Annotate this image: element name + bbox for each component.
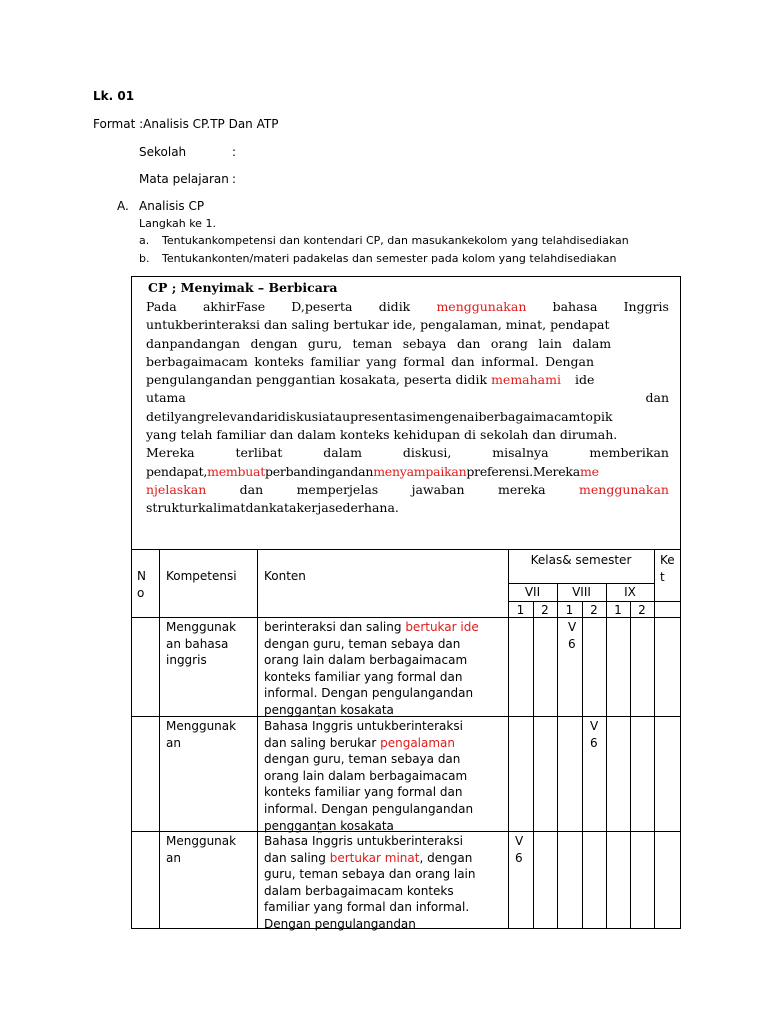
table-rule: [630, 601, 631, 929]
sekolah-label: Sekolah: [139, 145, 187, 159]
table-rule: [557, 583, 558, 929]
header-ket: Ke t: [660, 553, 675, 584]
format-title: Format :Analisis CP.TP Dan ATP: [93, 117, 279, 131]
cp-line: pendapat,membuatperbandingandanmenyampaikanpreferensi.Merekame: [146, 463, 599, 479]
row-2-mark: V 6: [590, 719, 599, 750]
row-1-kompetensi: Menggunak an bahasa inggris: [166, 620, 237, 668]
semester-cell: 2: [541, 603, 549, 617]
cp-line: danpandangan dengan guru, teman sebaya dan orang lain dalam: [146, 335, 612, 351]
cp-line: pengulangandan penggantian kosakata, peserta didik memahami ide: [146, 372, 595, 388]
highlight-word: menyampaikan: [373, 463, 467, 479]
cp-line: njelaskan dan memperjelas jawaban mereka menggunakan: [146, 481, 669, 499]
grade-vii: VII: [524, 585, 541, 599]
cp-line: yang telah familiar dan dalam konteks kehidupan di sekolah dan dirumah.: [146, 427, 618, 443]
cp-line: utama dan: [146, 390, 669, 406]
grade-viii: VIII: [572, 585, 591, 599]
table-rule: [257, 549, 258, 929]
table-rule: [159, 549, 160, 929]
cp-title: CP ; Menyimak – Berbicara: [148, 280, 338, 295]
table-rule: [606, 583, 607, 929]
item-b-text: Tentukankonten/materi padakelas dan semester pada kolom yang telahdisediakan: [162, 252, 617, 265]
header-konten: Konten: [264, 569, 306, 583]
row-2-kompetensi: Menggunak an: [166, 719, 237, 750]
highlight-word: membuat: [207, 463, 265, 479]
semester-cell: 2: [590, 603, 598, 617]
mata-pelajaran-colon: :: [232, 172, 237, 186]
langkah-label: Langkah ke 1.: [139, 217, 216, 230]
cp-line: untukberinteraksi dan saling bertukar ide, pengalaman, minat, pendapat: [146, 317, 610, 333]
cp-line: Pada akhirFase D,peserta didik menggunakan bahasa Inggris: [146, 298, 669, 316]
cp-paragraph: [146, 298, 669, 518]
table-rule: [582, 601, 583, 929]
highlight-word: me: [579, 463, 599, 479]
row-1-konten: berinteraksi dan saling bertukar ide dengan guru, teman sebaya dan orang lain dalam berbagaimacam konteks familiar yang formal dan informal. Dengan pengulangandan penggant̤an kosakata: [264, 620, 479, 717]
row-3-mark: V 6: [515, 834, 524, 865]
table-rule: [533, 601, 534, 929]
highlight-word: menggunakan: [436, 299, 527, 314]
row-3-kompetensi: Menggunak an: [166, 834, 237, 865]
highlight-word: bertukar ide: [405, 620, 479, 634]
table-rule: [654, 549, 655, 929]
cp-line: detilyangrelevandaridiskusiataupresentasimengenaiberbagaimacamtopik: [146, 408, 613, 424]
item-b-letter: b.: [139, 252, 150, 265]
grade-ix: IX: [624, 585, 636, 599]
highlight-word: njelaskan: [146, 481, 207, 497]
doc-id: Lk. 01: [93, 89, 135, 103]
item-a-text: Tentukankompetensi dan kontendari CP, dan masukankekolom yang telahdisediakan: [162, 234, 629, 247]
section-title: Analisis CP: [139, 199, 205, 213]
cp-line: berbagaimacam konteks familiar yang formal dan informal. Dengan: [146, 353, 595, 369]
highlight-word: menggunakan: [579, 481, 669, 497]
header-kelas-semester: Kelas& semester: [530, 553, 632, 567]
mata-pelajaran-label: Mata pelajaran: [139, 172, 229, 186]
cp-line: Mereka terlibat dalam diskusi, misalnya memberikan: [146, 445, 669, 461]
highlight-word: memahami: [491, 372, 561, 388]
header-no: N o: [137, 569, 146, 600]
highlight-word: pengalaman: [380, 735, 456, 750]
sekolah-colon: :: [232, 145, 237, 159]
item-a-letter: a.: [139, 234, 150, 247]
semester-cell: 1: [565, 603, 574, 617]
section-letter: A.: [117, 199, 129, 213]
table-rule: [131, 549, 681, 550]
highlight-word: bertukar minat: [329, 850, 420, 865]
row-3-konten: Bahasa Inggris untukberinteraksi dan saling bertukar minat, dengan guru, teman sebaya dan orang lain dalam berbagaimacam konteks familiar yang formal dan informal. Dengan pengulangandan: [264, 834, 476, 931]
row-2-konten: Bahasa Inggris untukberinteraksi dan saling berukar pengalaman dengan guru, teman sebaya dan orang lain dalam berbagaimacam konteks familiar yang formal dan informal. Dengan pengulangandan penggant̤an kosakata: [264, 719, 474, 833]
semester-cell: 1: [614, 603, 622, 617]
row-1-mark: V 6: [568, 620, 577, 651]
header-kompetensi: Kompetensi: [166, 569, 237, 583]
semester-cell: 2: [638, 603, 646, 617]
cp-line: strukturkalimatdankatakerjasederhana.: [146, 500, 399, 516]
semester-cell: 1: [516, 603, 525, 617]
